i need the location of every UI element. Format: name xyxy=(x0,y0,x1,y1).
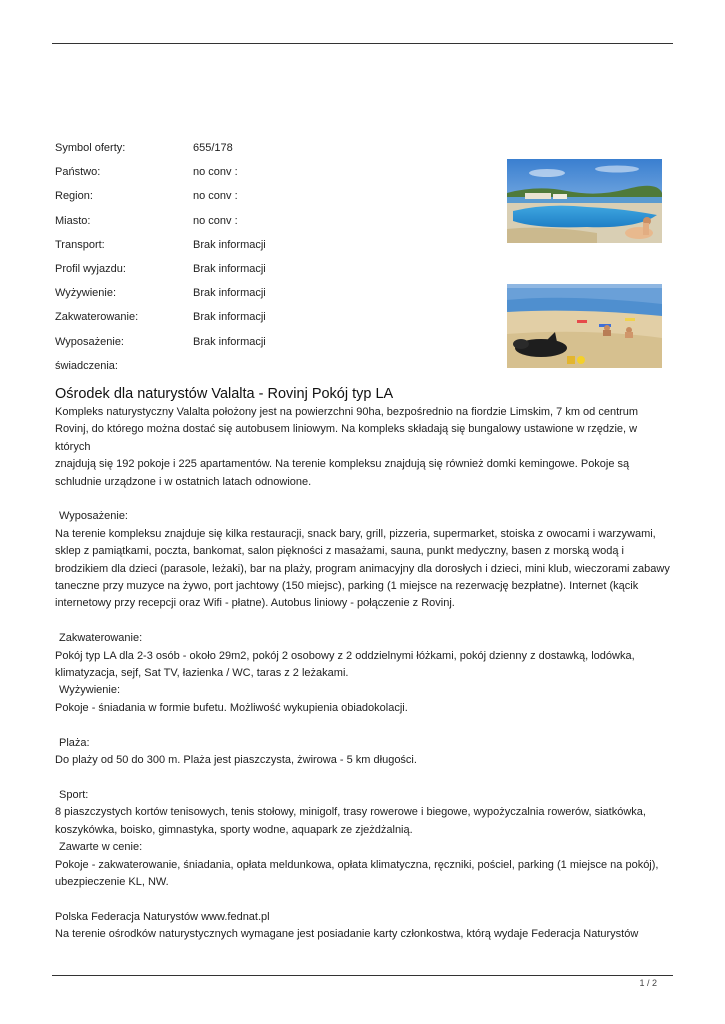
section-line: Pokój typ LA dla 2-3 osób - około 29m2, pokój 2 osobowy z 2 oddzielnymi łóżkami, pokój dzienny z dostawką, lodówka, xyxy=(55,649,635,662)
intro-line: schludnie urządzone i w ostatnich latach odnowione. xyxy=(55,475,312,488)
detail-row xyxy=(55,334,315,358)
section-line: taneczne przy muzyce na żywo, port jachtowy (150 miejsc), parking (1 miejsce na rezerwację bezpłatne). Internet (kącik xyxy=(55,580,639,593)
pool-photo xyxy=(507,159,662,243)
header-rule xyxy=(52,43,673,44)
detail-row xyxy=(55,285,315,309)
section-heading-wyzywienie: Wyżywienie: xyxy=(59,684,121,697)
section-line: Pokoje - śniadania w formie bufetu. Możliwość wykupienia obiadokolacji. xyxy=(55,701,408,714)
intro-line: znajdują się 192 pokoje i 225 apartamentów. Na terenie kompleksu znajdują się również domki kemingowe. Pokoje są xyxy=(55,458,630,471)
intro-line: Kompleks naturystyczny Valalta położony jest na powierzchni 90ha, bezpośrednio na fiordzie Limskim, 7 km od centrum xyxy=(55,406,639,418)
section-line: klimatyzacja, sejf, Sat TV, łazienka / WC, taras z 2 leżakami. xyxy=(55,667,349,680)
detail-label: Symbol oferty: xyxy=(55,142,126,154)
detail-label: Profil wyjazdu: xyxy=(55,262,126,275)
detail-row xyxy=(55,358,315,382)
detail-value: 655/178 xyxy=(193,142,233,154)
detail-value: no conv : xyxy=(193,166,238,179)
detail-row xyxy=(55,188,315,212)
section-line: sklep z pamiątkami, poczta, bankomat, salon piękności z masażami, sauna, punkt medyczny, basen z morską wodą i xyxy=(55,545,625,558)
detail-label: Wyposażenie: xyxy=(55,335,124,348)
section-line: brodzikiem dla dzieci (parasole, leżaki), bar na plaży, program animacyjny dla dorosłych i dzieci, mini klub, wieczorami zabawy xyxy=(55,562,670,575)
federation-line: Na terenie ośrodków naturystycznych wymagane jest posiadanie karty członkostwa, którą wydaje Federacja Naturystów xyxy=(55,928,639,941)
detail-value: Brak informacji xyxy=(193,238,266,251)
offer-details xyxy=(55,140,315,382)
offer-description xyxy=(55,404,675,944)
detail-value: Brak informacji xyxy=(193,287,266,300)
beach-photo xyxy=(507,284,662,368)
intro-line: Rovinj, do którego można dostać się autobusem liniowym. Na kompleks składają się bungalowy ustawione w rzędzie, w których xyxy=(55,423,638,453)
detail-value: no conv : xyxy=(193,214,238,227)
section-line: koszykówka, boisko, gimnastyka, sporty wodne, aquapark ze zjeżdżalnią. xyxy=(55,823,413,836)
section-line: ubezpieczenie KL, NW. xyxy=(55,875,169,888)
page-number: 1 / 2 xyxy=(639,978,657,988)
detail-label: świadczenia: xyxy=(55,359,118,372)
section-heading-wyposazenie: Wyposażenie: xyxy=(59,510,128,523)
section-line: Pokoje - zakwaterowanie, śniadania, opłata meldunkowa, opłata klimatyczna, ręczniki, pościel, parking (1 miejsce na pokój), xyxy=(55,858,659,871)
detail-row xyxy=(55,309,315,333)
section-line: Na terenie kompleksu znajduje się kilka restauracji, snack bary, grill, pizzeria, supermarket, stoiska z owocami i warzywami, xyxy=(55,527,656,540)
detail-row xyxy=(55,237,315,261)
section-line: internetowy przy recepcji oraz Wifi - płatne). Autobus liniowy - połączenie z Rovinj. xyxy=(55,597,455,610)
detail-row xyxy=(55,213,315,237)
detail-value: no conv : xyxy=(193,190,238,203)
detail-row xyxy=(55,164,315,188)
detail-label: Region: xyxy=(55,190,93,203)
detail-label: Państwo: xyxy=(55,166,101,179)
detail-label: Zakwaterowanie: xyxy=(55,311,139,324)
detail-value: Brak informacji xyxy=(193,311,266,324)
detail-label: Miasto: xyxy=(55,214,91,227)
section-heading-sport: Sport: xyxy=(59,788,89,801)
detail-row xyxy=(55,261,315,285)
detail-value: Brak informacji xyxy=(193,262,266,275)
detail-row xyxy=(55,140,315,164)
section-heading-cena: Zawarte w cenie: xyxy=(59,841,143,854)
section-line: 8 piaszczystych kortów tenisowych, tenis stołowy, minigolf, trasy rowerowe i biegowe, wypożyczalnia rowerów, siatkówka, xyxy=(55,806,646,819)
detail-label: Wyżywienie: xyxy=(55,287,117,300)
federation-line: Polska Federacja Naturystów www.fednat.pl xyxy=(55,910,270,923)
footer-rule xyxy=(52,975,673,976)
detail-label: Transport: xyxy=(55,238,105,251)
section-heading-plaza: Plaża: xyxy=(59,736,90,749)
offer-title: Ośrodek dla naturystów Valalta - Rovinj Pokój typ LA xyxy=(55,386,394,402)
detail-value: Brak informacji xyxy=(193,335,266,348)
section-heading-zakwaterowanie: Zakwaterowanie: xyxy=(59,632,143,645)
section-line: Do plaży od 50 do 300 m. Plaża jest piaszczysta, żwirowa - 5 km długości. xyxy=(55,754,417,767)
